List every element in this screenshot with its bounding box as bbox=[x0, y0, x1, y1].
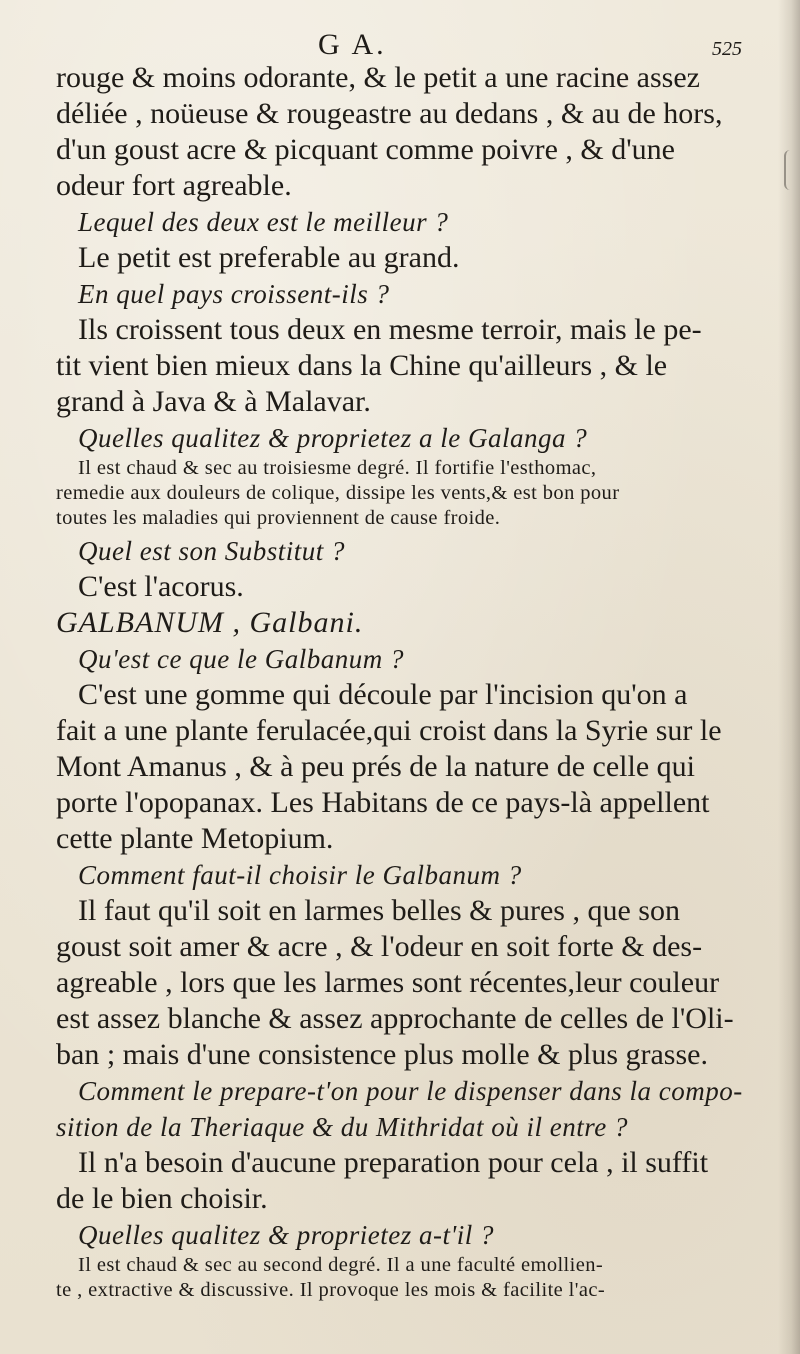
small-answer-line: Il est chaud & sec au troisiesme degré. Il fortifie l'esthomac, bbox=[78, 457, 597, 479]
body-line: agreable , lors que les larmes sont récentes,leur couleur bbox=[56, 966, 720, 999]
page-edge-shadow bbox=[778, 0, 800, 1354]
small-answer-line: remedie aux douleurs de colique, dissipe les vents,& est bon pour bbox=[56, 482, 620, 504]
section-heading: GALBANUM , Galbani. bbox=[56, 606, 364, 639]
body-line: cette plante Metopium. bbox=[56, 822, 334, 855]
running-head-title: G A. bbox=[318, 28, 387, 61]
body-line: porte l'opopanax. Les Habitans de ce pays-là appellent bbox=[56, 786, 710, 819]
question-line: Comment faut-il choisir le Galbanum ? bbox=[78, 860, 522, 890]
question-line: sition de la Theriaque & du Mithridat où il entre ? bbox=[56, 1112, 628, 1142]
answer-line: C'est l'acorus. bbox=[78, 570, 244, 603]
body-line: odeur fort agreable. bbox=[56, 169, 292, 202]
body-line: est assez blanche & assez approchante de celles de l'Oli- bbox=[56, 1002, 734, 1035]
body-line: grand à Java & à Malavar. bbox=[56, 385, 371, 418]
small-answer-line: Il est chaud & sec au second degré. Il a une faculté emollien- bbox=[78, 1254, 604, 1276]
body-line: ban ; mais d'une consistence plus molle & plus grasse. bbox=[56, 1038, 708, 1071]
body-line: Mont Amanus , & à peu prés de la nature de celle qui bbox=[56, 750, 695, 783]
answer-line: Le petit est preferable au grand. bbox=[78, 241, 460, 274]
answer-line: C'est une gomme qui découle par l'incision qu'on a bbox=[78, 678, 688, 711]
question-line: Qu'est ce que le Galbanum ? bbox=[78, 644, 404, 674]
question-line: Comment le prepare-t'on pour le dispenser dans la compo- bbox=[78, 1076, 743, 1106]
answer-line: Il n'a besoin d'aucune preparation pour cela , il suffit bbox=[78, 1146, 709, 1179]
body-line: déliée , noüeuse & rougeastre au dedans , & au de hors, bbox=[56, 97, 723, 130]
body-line: rouge & moins odorante, & le petit a une racine assez bbox=[56, 61, 700, 94]
margin-bracket-mark bbox=[784, 150, 794, 190]
small-answer-line: toutes les maladies qui proviennent de cause froide. bbox=[56, 507, 501, 529]
body-line: de le bien choisir. bbox=[56, 1182, 268, 1215]
body-line: goust soit amer & acre , & l'odeur en soit forte & des- bbox=[56, 930, 703, 963]
body-line: d'un goust acre & picquant comme poivre , & d'une bbox=[56, 133, 675, 166]
small-answer-line: te , extractive & discussive. Il provoque les mois & facilite l'ac- bbox=[56, 1279, 606, 1301]
answer-line: Ils croissent tous deux en mesme terroir, mais le pe- bbox=[78, 313, 702, 346]
question-line: En quel pays croissent-ils ? bbox=[78, 279, 390, 309]
body-line: fait a une plante ferulacée,qui croist dans la Syrie sur le bbox=[56, 714, 722, 747]
page-number: 525 bbox=[712, 38, 742, 60]
body-line: tit vient bien mieux dans la Chine qu'ailleurs , & le bbox=[56, 349, 668, 382]
question-line: Quel est son Substitut ? bbox=[78, 536, 345, 566]
answer-line: Il faut qu'il soit en larmes belles & pures , que son bbox=[78, 894, 680, 927]
text-block bbox=[56, 60, 768, 1303]
question-line: Quelles qualitez & proprietez a le Galanga ? bbox=[78, 423, 588, 453]
question-line: Lequel des deux est le meilleur ? bbox=[78, 207, 449, 237]
question-line: Quelles qualitez & proprietez a-t'il ? bbox=[78, 1220, 494, 1250]
